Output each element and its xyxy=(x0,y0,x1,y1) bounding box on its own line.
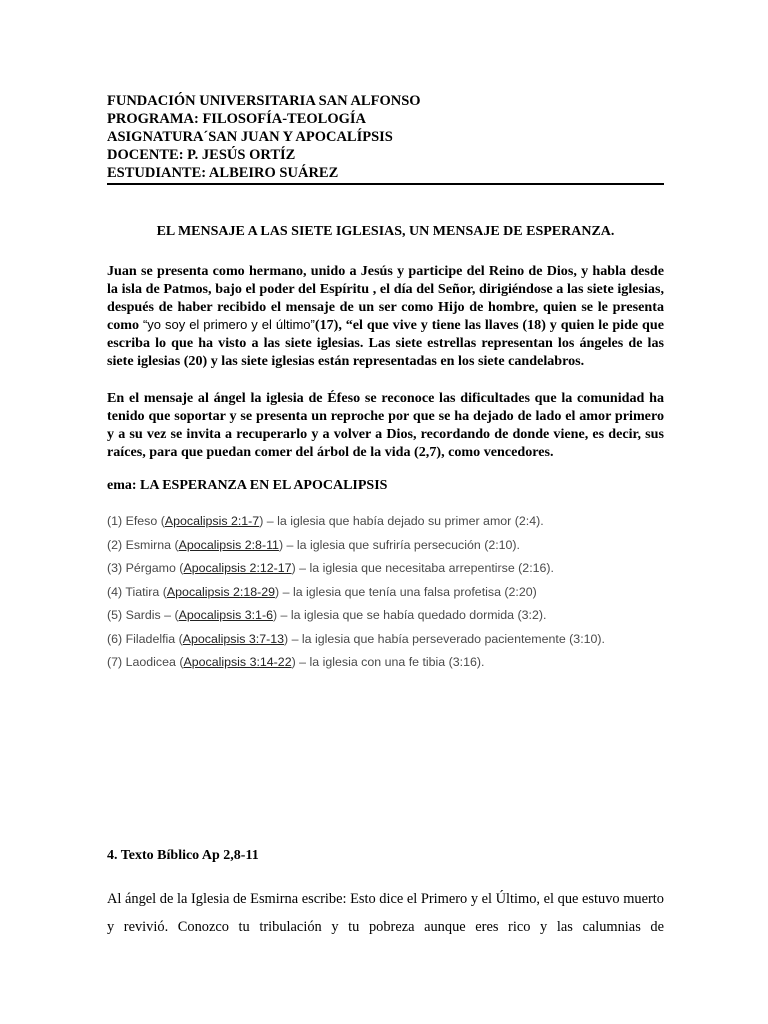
list-item: (6) Filadelfia (Apocalipsis 3:7-13) – la iglesia que había perseverado pacientemente (3:10). xyxy=(107,631,605,646)
document-page xyxy=(107,92,664,675)
reference-link[interactable]: Apocalipsis 2:1-7 xyxy=(164,514,260,528)
institution-line: FUNDACIÓN UNIVERSITARIA SAN ALFONSO xyxy=(107,93,421,109)
student-line: ESTUDIANTE: ALBEIRO SUÁREZ xyxy=(107,165,339,181)
ephesus-paragraph: En el mensaje al ángel la iglesia de Éfeso se reconoce las dificultades que la comunidad ha tenido que soportar y se presenta un reproche por que se ha dejado de lado el amor primero y a su vez se invita a recuperarlo y a volver a Dios, recordando de donde viene, es decir, sus raíces, para que puedan comer del árbol de la vida (2,7), como vencedores. xyxy=(107,390,664,460)
reference-link[interactable]: Apocalipsis 3:1-6 xyxy=(178,608,273,622)
document-title: EL MENSAJE A LAS SIETE IGLESIAS, UN MENSAJE DE ESPERANZA. xyxy=(156,224,615,239)
header-divider xyxy=(107,183,664,185)
header-block xyxy=(107,92,664,185)
intro-paragraph-text-1: Juan se presenta como hermano, unido a Jesús y participe del Reino de Dios, y habla desde la isla de Patmos, bajo el poder del Espíritu , el día del Señor, dirigiéndose a las siete iglesias, después de haber recibido el mensaje de un ser como Hijo de hombre, quien se le presenta como xyxy=(107,263,664,333)
list-item: (5) Sardis – (Apocalipsis 3:1-6) – la iglesia que se había quedado dormida (3:2). xyxy=(107,608,547,622)
program-line: PROGRAMA: FILOSOFÍA-TEOLOGÍA xyxy=(107,111,366,127)
teacher-line: DOCENTE: P. JESÚS ORTÍZ xyxy=(107,147,296,163)
list-item: (1) Efeso (Apocalipsis 2:1-7) – la iglesia que había dejado su primer amor (2:4). xyxy=(107,514,544,528)
bible-text: Al ángel de la Iglesia de Esmirna escribe: Esto dice el Primero y el Último, el que estuvo muerto y revivió. Conozco tu tribulación y tu pobreza aunque eres rico y las calumnias de xyxy=(107,891,664,935)
reference-link[interactable]: Apocalipsis 2:18-29 xyxy=(166,584,276,599)
list-item: (3) Pérgamo (Apocalipsis 2:12-17) – la iglesia que necesitaba arrepentirse (2:16). xyxy=(107,561,554,575)
reference-link[interactable]: Apocalipsis 2:12-17 xyxy=(183,561,292,575)
church-list xyxy=(107,510,664,675)
reference-link[interactable]: Apocalipsis 3:7-13 xyxy=(182,631,284,646)
intro-paragraph xyxy=(107,262,664,370)
theme-heading: ema: LA ESPERANZA EN EL APOCALIPSIS xyxy=(107,478,388,493)
intro-paragraph-text-2: (17), “el que vive y tiene las llaves (18) y quien le pide que escriba lo que ha visto a las siete iglesias. Las siete estrellas representan los ángeles de las siete iglesias (20) y las siete iglesias están representadas en los siete candelabros. xyxy=(107,317,664,369)
intro-paragraph-quote: “yo soy el primero y el último” xyxy=(142,317,315,332)
section-4-heading: 4. Texto Bíblico Ap 2,8-11 xyxy=(107,848,259,863)
list-item: (2) Esmirna (Apocalipsis 2:8-11) – la iglesia que sufriría persecución (2:10). xyxy=(107,537,521,552)
subject-line: ASIGNATURA´SAN JUAN Y APOCALÍPSIS xyxy=(107,129,393,145)
list-item: (4) Tiatira (Apocalipsis 2:18-29) – la iglesia que tenía una falsa profetisa (2:20) xyxy=(107,584,537,599)
reference-link[interactable]: Apocalipsis 3:14-22 xyxy=(183,655,292,669)
reference-link[interactable]: Apocalipsis 2:8-11 xyxy=(178,537,279,552)
list-item: (7) Laodicea (Apocalipsis 3:14-22) – la iglesia con una fe tibia (3:16). xyxy=(107,655,485,669)
